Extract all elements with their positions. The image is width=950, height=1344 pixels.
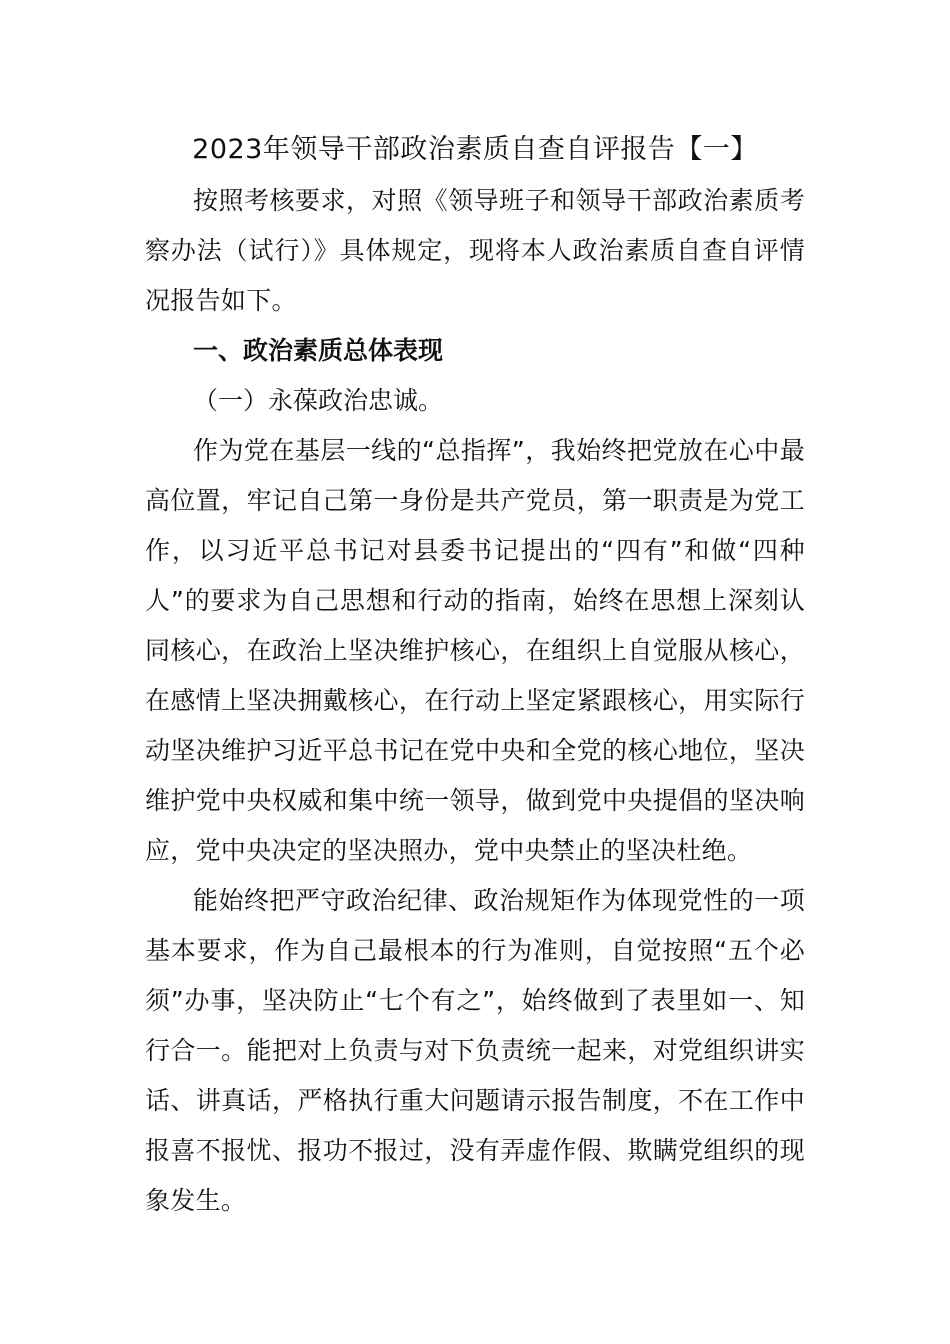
intro-paragraph: 按照考核要求，对照《领导班子和领导干部政治素质考察办法（试行）》具体规定，现将本人政治素质自查自评情况报告如下。 (145, 186, 805, 315)
body-paragraph: 能始终把严守政治纪律、政治规矩作为体现党性的一项基本要求，作为自己最根本的行为准则，自觉按照“五个必须”办事，坚决防止“七个有之”，始终做到了表里如一、知行合一。能把对上负责与对下负责统一起来，对党组织讲实话、讲真话，严格执行重大问题请示报告制度，不在工作中报喜不报忧、报功不报过，没有弄虚作假、欺瞒党组织的现象发生。 (145, 886, 805, 1215)
document-title: 2023年领导干部政治素质自查自评报告【一】 (192, 134, 758, 165)
subsection-heading: （一）永葆政治忠诚。 (193, 386, 444, 415)
section-heading: 一、政治素质总体表现 (193, 336, 444, 365)
document-body (145, 176, 805, 1226)
body-paragraph: 作为党在基层一线的“总指挥”，我始终把党放在心中最高位置，牢记自己第一身份是共产党员，第一职责是为党工作，以习近平总书记对县委书记提出的“四有”和做“四种人”的要求为自己思想和行动的指南，始终在思想上深刻认同核心，在政治上坚决维护核心，在组织上自觉服从核心，在感情上坚决拥戴核心，在行动上坚定紧跟核心，用实际行动坚决维护习近平总书记在党中央和全党的核心地位，坚决维护党中央权威和集中统一领导，做到党中央提倡的坚决响应，党中央决定的坚决照办，党中央禁止的坚决杜绝。 (145, 436, 805, 865)
